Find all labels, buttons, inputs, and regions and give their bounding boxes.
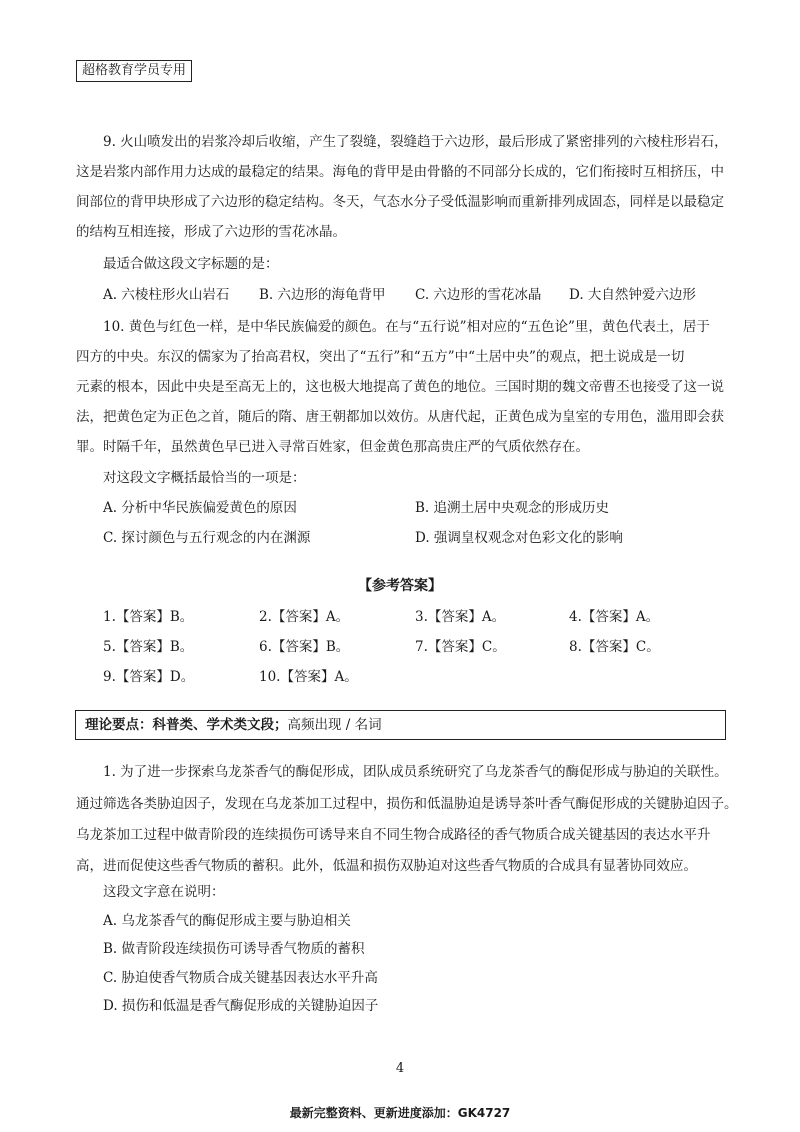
q10-option-c: C. 探讨颜色与五行观念的内在渊源 (103, 530, 311, 546)
answer-5: 5.【答案】B。 (103, 639, 194, 655)
q10-line-5: 罪。时隔千年，虽然黄色早已进入寻常百姓家，但金黄色那高贵庄严的气质依然存在。 (76, 439, 589, 455)
q9-line-4: 的结构互相连接，形成了六边形的雪花冰晶。 (76, 224, 346, 240)
answer-1: 1.【答案】B。 (103, 609, 194, 625)
q10-option-d: D. 强调皇权观念对色彩文化的影响 (415, 530, 623, 546)
theory-normal: 高频出现 / 名词 (287, 717, 382, 733)
answer-6: 6.【答案】B。 (259, 639, 350, 655)
answers-title: 【参考答案】 (358, 578, 442, 594)
answer-8: 8.【答案】C。 (569, 639, 660, 655)
q10-line-2: 四方的中央。东汉的儒家为了抬高君权，突出了“五行”和“五方”中“土居中央”的观点，把土说成是一切 (76, 349, 685, 365)
q9-option-a: A. 六棱柱形火山岩石 (103, 287, 230, 303)
q9-line-2: 这是岩浆内部作用力达成的最稳定的结果。海龟的背甲是由骨骼的不同部分长成的，它们衔接时互相挤压，中 (76, 164, 724, 180)
q1-option-c: C. 胁迫使香气物质合成关键基因表达水平升高 (103, 970, 378, 986)
q9-line-1: 9. 火山喷发出的岩浆冷却后收缩，产生了裂缝，裂缝趋于六边形，最后形成了紧密排列的六棱柱形岩石， (103, 134, 728, 150)
q10-prompt: 对这段文字概括最恰当的一项是： (103, 470, 306, 486)
q9-option-c: C. 六边形的雪花冰晶 (415, 287, 542, 303)
answer-10: 10.【答案】A。 (259, 669, 358, 685)
q1-option-b: B. 做青阶段连续损伤可诱导香气物质的蓄积 (103, 941, 365, 957)
theory-box (75, 710, 726, 740)
q9-option-d: D. 大自然钟爱六边形 (569, 287, 696, 303)
footer-note: 最新完整资料、更新进度添加：GK4727 (289, 1106, 511, 1120)
answer-3: 3.【答案】A。 (415, 609, 506, 625)
q10-line-1: 10. 黄色与红色一样，是中华民族偏爱的颜色。在与“五行说”相对应的“五色论”里，黄色代表土，居于 (103, 319, 710, 335)
header-label: 超格教育学员专用 (76, 60, 192, 82)
answer-7: 7.【答案】C。 (415, 639, 506, 655)
q10-option-b: B. 追溯土居中央观念的形成历史 (415, 500, 610, 516)
q10-option-a: A. 分析中华民族偏爱黄色的原因 (103, 500, 297, 516)
q9-prompt: 最适合做这段文字标题的是： (103, 256, 279, 272)
q10-line-3: 元素的根本，因此中央是至高无上的，这也极大地提高了黄色的地位。三国时期的魏文帝曹丕也接受了这一说 (76, 379, 724, 395)
page-number: 4 (395, 1061, 405, 1076)
q1-line-4: 高，进而促使这些香气物质的蓄积。此外，低温和损伤双胁迫对这些香气物质的合成具有显著协同效应。 (76, 858, 697, 874)
q1-line-1: 1. 为了进一步探索乌龙茶香气的酶促形成，团队成员系统研究了乌龙茶香气的酶促形成与胁迫的关联性。 (103, 764, 728, 780)
q9-line-3: 间部位的背甲块形成了六边形的稳定结构。冬天，气态水分子受低温影响而重新排列成固态，同样是以最稳定 (76, 194, 724, 210)
q1-option-a: A. 乌龙茶香气的酶促形成主要与胁迫相关 (103, 913, 351, 929)
answer-9: 9.【答案】D。 (103, 669, 195, 685)
q1-option-d: D. 损伤和低温是香气酶促形成的关键胁迫因子 (103, 998, 379, 1014)
q9-option-b: B. 六边形的海龟背甲 (259, 287, 386, 303)
q1-line-2: 通过筛选各类胁迫因子，发现在乌龙茶加工过程中，损伤和低温胁迫是诱导茶叶香气酶促形成的关键胁迫因子。 (76, 796, 738, 812)
answer-4: 4.【答案】A。 (569, 609, 660, 625)
q1-line-3: 乌龙茶加工过程中做青阶段的连续损伤可诱导来自不同生物合成路径的香气物质合成关键基因的表达水平升 (76, 827, 711, 843)
answer-2: 2.【答案】A。 (259, 609, 350, 625)
q1-prompt: 这段文字意在说明： (103, 884, 225, 900)
q10-line-4: 法，把黄色定为正色之首，随后的隋、唐王朝都加以效仿。从唐代起，正黄色成为皇室的专用色，滥用即会获 (76, 409, 724, 425)
theory-bold: 理论要点：科普类、学术类文段； (85, 717, 288, 733)
